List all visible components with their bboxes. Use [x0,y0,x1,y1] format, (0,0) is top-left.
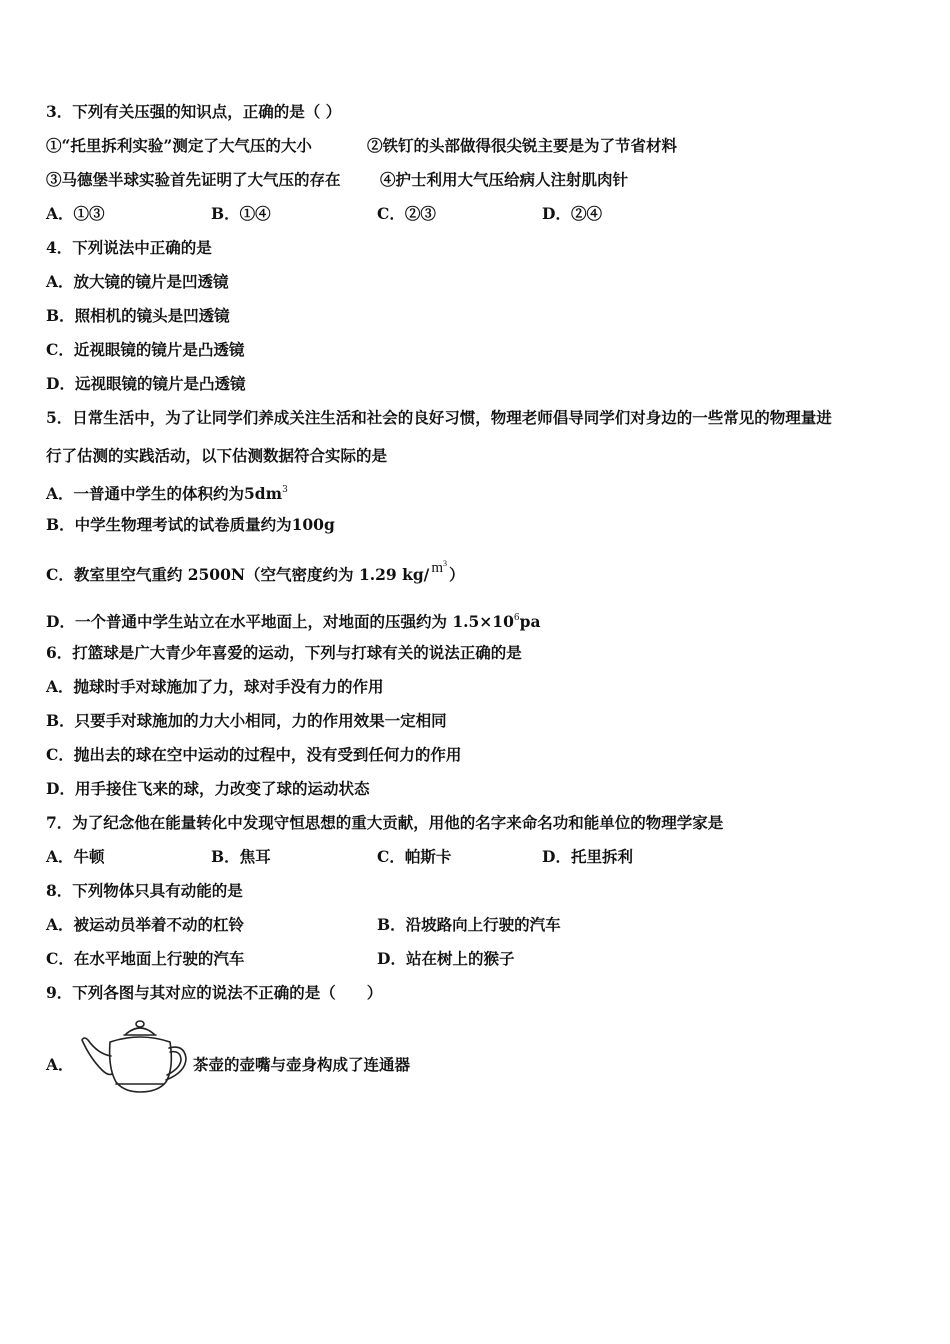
q3-statement-4: ④护士利用大气压给病人注射肌肉针 [380,170,629,189]
q3-stem: 3．下列有关压强的知识点，正确的是（ ） [46,102,342,121]
q5-stem-line-1: 5．日常生活中，为了让同学们养成关注生活和社会的良好习惯，物理老师倡导同学们对身边的一些常见的物理量进 [46,408,832,427]
q5-option-c-unit-superscript: 3 [443,559,447,568]
q4-option-b: B．照相机的镜头是凹透镜 [46,306,230,325]
q3-option-b: B．①④ [211,204,271,223]
q5-option-d-superscript: 6 [513,613,520,623]
q7-option-d: D．托里拆利 [542,847,633,866]
q5-option-c-unit [429,560,449,576]
q5-option-c-text: C．教室里空气重约 2500N（空气密度约为 1.29 kg/ [46,565,430,584]
q5-stem-line-2: 行了估测的实践活动，以下估测数据符合实际的是 [46,446,388,465]
q7-option-b: B．焦耳 [211,847,271,866]
q5-option-d [46,608,541,632]
q5-option-b: B．中学生物理考试的试卷质量约为100g [46,515,335,534]
q7-stem: 7．为了纪念他在能量转化中发现守恒思想的重大贡献，用他的名字来命名功和能单位的物理学家是 [46,813,724,832]
q9-option-a-label: A． [46,1055,74,1074]
q5-option-c-unit-base: m [431,560,443,576]
q6-option-b: B．只要手对球施加的力大小相同，力的作用效果一定相同 [46,711,447,730]
q6-option-c: C．抛出去的球在空中运动的过程中，没有受到任何力的作用 [46,745,462,764]
q4-option-c: C．近视眼镜的镜片是凸透镜 [46,340,245,359]
q3-statement-2: ②铁钉的头部做得很尖锐主要是为了节省材料 [367,136,678,155]
q9-stem: 9．下列各图与其对应的说法不正确的是（ ） [46,983,383,1002]
q8-option-c: C．在水平地面上行驶的汽车 [46,949,245,968]
q9-option-a-text: 茶壶的壶嘴与壶身构成了连通器 [193,1055,411,1074]
q8-stem: 8．下列物体只具有动能的是 [46,881,243,900]
q8-option-d: D．站在树上的猴子 [377,949,515,968]
q4-option-d: D．远视眼镜的镜片是凸透镜 [46,374,246,393]
q5-option-c-end: ） [449,565,465,584]
q5-option-c [46,559,465,586]
q5-option-d-text: D．一个普通中学生站立在水平地面上，对地面的压强约为 1.5×10 [46,612,514,631]
q6-stem: 6．打篮球是广大青少年喜爱的运动，下列与打球有关的说法正确的是 [46,643,522,662]
q3-statement-3: ③马德堡半球实验首先证明了大气压的存在 [46,170,341,189]
teapot-illustration [78,1018,190,1096]
q6-option-a: A．抛球时手对球施加了力，球对手没有力的作用 [46,677,384,696]
q3-option-c: C．②③ [377,204,436,223]
q8-option-b: B．沿坡路向上行驶的汽车 [377,915,561,934]
q4-option-a: A．放大镜的镜片是凹透镜 [46,272,229,291]
q5-option-a-superscript: 3 [282,485,288,495]
q7-option-c: C．帕斯卡 [377,847,452,866]
q3-option-a: A．①③ [46,204,105,223]
q3-option-d: D．②④ [542,204,602,223]
q3-statement-1: ①“托里拆利实验”测定了大气压的大小 [46,136,312,155]
q6-option-d: D．用手接住飞来的球，力改变了球的运动状态 [46,779,370,798]
q7-option-a: A．牛顿 [46,847,105,866]
q5-option-a-text: A．一普通中学生的体积约为5dm [46,484,283,503]
q8-option-a: A．被运动员举着不动的杠铃 [46,915,245,934]
q5-option-d-end: pa [519,612,541,631]
q5-option-a [46,480,288,504]
q4-stem: 4．下列说法中正确的是 [46,238,212,257]
